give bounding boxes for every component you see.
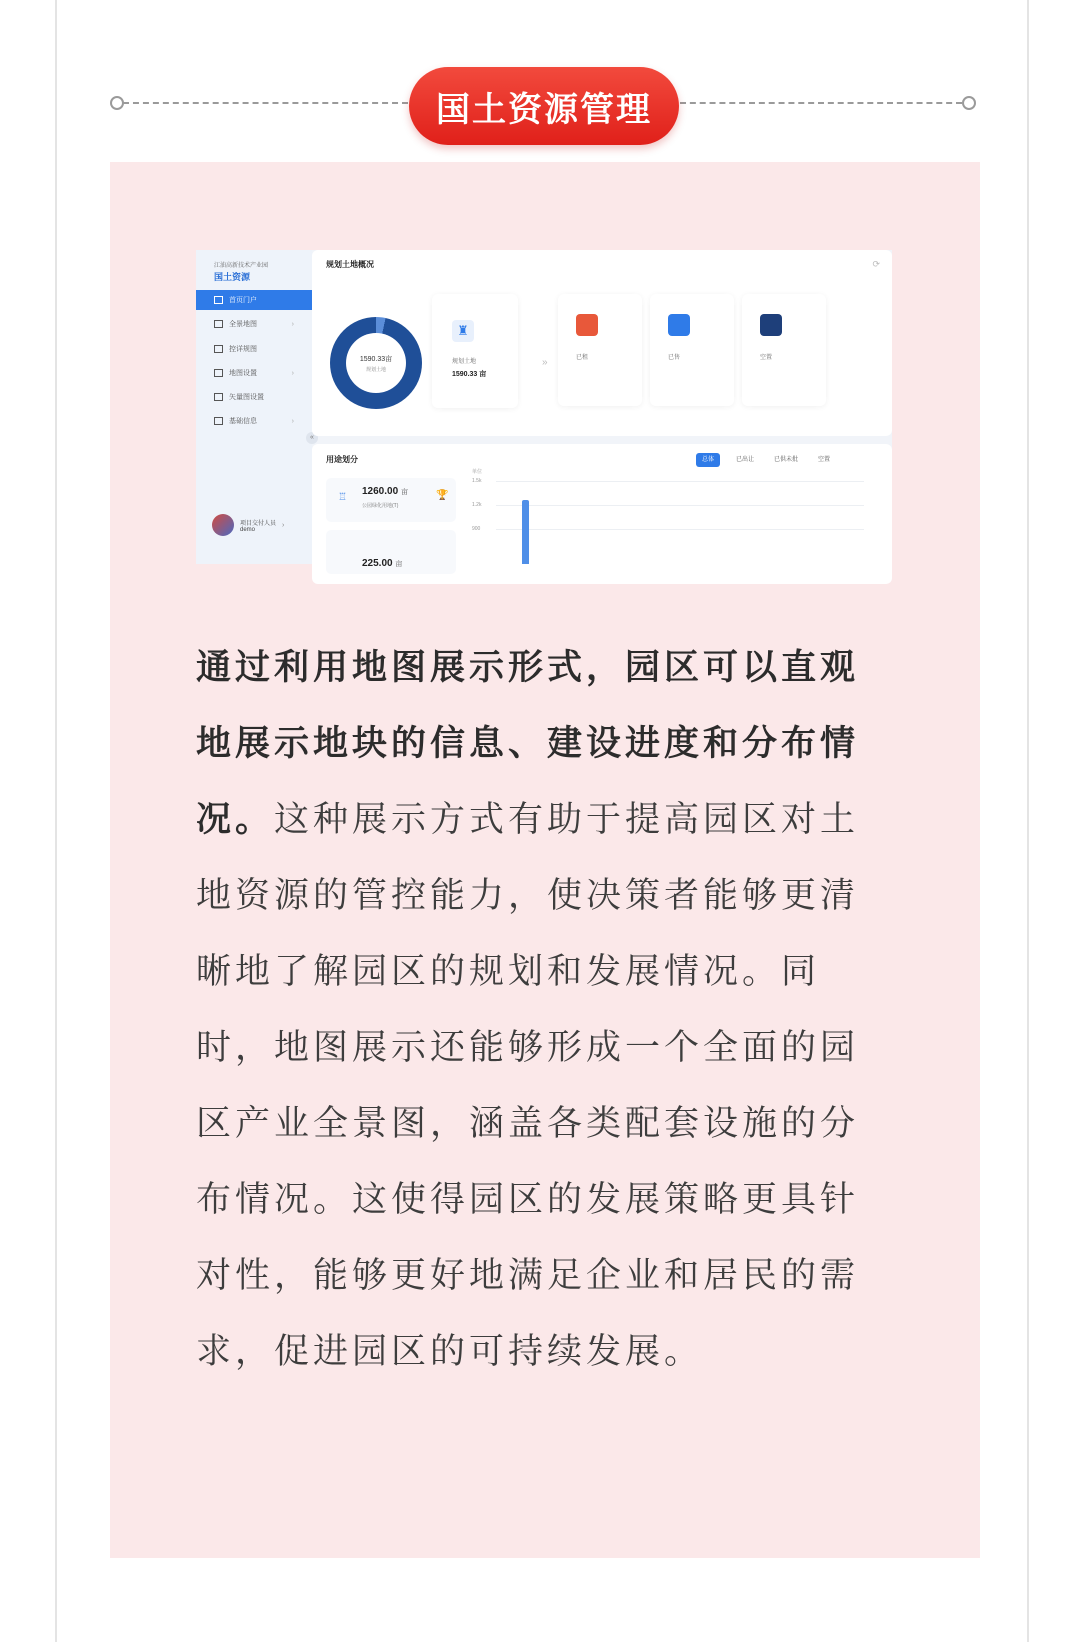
paragraph-line [196, 1238, 886, 1314]
sidebar-item-label: 控详规图 [229, 346, 257, 353]
normal-text: 求，促进园区的可持续发展。 [196, 1332, 704, 1372]
usage-title: 用途划分 [326, 455, 358, 464]
paragraph-line [196, 1010, 886, 1086]
tab-overall[interactable]: 总体 [696, 453, 720, 467]
tab-supplied-unapproved[interactable]: 已供未批 [774, 457, 799, 463]
normal-text: 对性，能够更好地满足企业和居民的需 [196, 1256, 860, 1296]
chevron-right-icon: › [291, 320, 294, 328]
org-name: 江油高新技术产业园 [214, 263, 269, 269]
avatar [212, 514, 234, 536]
calendar-icon [576, 314, 598, 336]
sidebar-item-label: 基础信息 [229, 418, 257, 425]
planned-land-value: 1590.33 亩 [452, 371, 487, 378]
usage-label: 公园绿化用地(T) [362, 503, 399, 509]
y-tick-label: 1.5k [472, 478, 482, 484]
sidebar-item-label: 全景地图 [229, 321, 257, 328]
map-settings-icon [214, 369, 223, 377]
status-card-rented[interactable] [558, 294, 642, 406]
y-tick-label: 900 [472, 526, 481, 532]
document-icon [214, 345, 223, 353]
status-label: 空置 [760, 355, 773, 361]
normal-text: 这种展示方式有助于提高园区对土 [274, 800, 860, 840]
normal-text: 时，地图展示还能够形成一个全面的园 [196, 1028, 860, 1068]
section-title: 国土资源管理 [409, 67, 679, 145]
right-dashed-divider [680, 102, 962, 104]
crane-icon: ♖ [338, 492, 347, 503]
grid-line [496, 505, 864, 506]
sidebar-item-panorama-map[interactable] [196, 314, 312, 334]
overview-title: 规划土地概况 [326, 260, 374, 269]
right-frame-line [1027, 0, 1029, 1642]
sidebar-item-label: 首页门户 [229, 297, 257, 304]
planned-land-card[interactable] [432, 294, 518, 408]
sidebar-item-label: 地图设置 [229, 370, 257, 377]
sidebar-item-control-plan[interactable] [196, 339, 312, 359]
grid-icon [214, 296, 223, 304]
trophy-icon: 🏆 [436, 490, 449, 501]
usage-number: 1260.00 [362, 486, 399, 497]
user-name: demo [240, 526, 256, 533]
usage-card[interactable] [326, 530, 456, 574]
chevron-right-icon: › [291, 369, 294, 377]
paragraph-line [196, 706, 886, 782]
paragraph-line [196, 934, 886, 1010]
box-icon [760, 314, 782, 336]
donut-label: 规划土地 [365, 366, 386, 373]
user-menu[interactable] [212, 514, 284, 536]
paragraph-line [196, 782, 886, 858]
map-icon [214, 320, 223, 328]
user-role: 项目交付人员 [240, 520, 277, 527]
paragraph-line [196, 1086, 886, 1162]
status-card-vacant[interactable] [742, 294, 826, 406]
sidebar-item-label: 矢量图设置 [229, 394, 264, 401]
normal-text: 区产业全景图，涵盖各类配套设施的分 [196, 1104, 860, 1144]
bold-text: 况。 [196, 800, 275, 840]
sidebar-item-vector-settings[interactable] [196, 387, 312, 407]
status-label: 已租 [576, 355, 589, 361]
land-resource-screenshot [196, 250, 892, 569]
status-card-sold[interactable] [650, 294, 734, 406]
donut-value: 1590.33亩 [359, 355, 393, 363]
bold-text: 地展示地块的信息、建设进度和分布情 [196, 724, 860, 764]
usage-unit: 亩 [400, 489, 408, 496]
sidebar-item-home[interactable] [196, 290, 312, 310]
normal-text: 晰地了解园区的规划和发展情况。同 [196, 952, 821, 992]
grid-line [496, 481, 864, 482]
chart-bar [522, 500, 529, 564]
planned-land-label: 规划土地 [452, 359, 477, 365]
app-title: 国土资源 [214, 272, 251, 282]
paragraph-line [196, 1162, 886, 1238]
sidebar-item-basic-info[interactable] [196, 411, 312, 431]
paragraph-line [196, 1314, 886, 1390]
person-pin-icon: ♜ [452, 320, 474, 342]
usage-chart [466, 466, 876, 564]
user-icon [668, 314, 690, 336]
paragraph-line [196, 858, 886, 934]
normal-text: 地资源的管控能力，使决策者能够更清 [196, 876, 860, 916]
table-icon [214, 417, 223, 425]
status-label: 已售 [668, 355, 681, 361]
chevron-icon: » [542, 357, 548, 368]
left-dot [110, 96, 124, 110]
left-frame-line [55, 0, 57, 1642]
description-paragraph [196, 630, 886, 1390]
usage-value [362, 486, 408, 497]
tab-vacant[interactable]: 空置 [818, 457, 831, 463]
bold-text: 通过利用地图展示形式，园区可以直观 [196, 648, 860, 688]
right-dot [962, 96, 976, 110]
y-tick-label: 1.2k [472, 502, 482, 508]
usage-number: 225.00 [362, 558, 393, 569]
usage-card[interactable] [326, 478, 456, 522]
tab-transferred[interactable]: 已出让 [736, 457, 755, 463]
usage-value [362, 558, 402, 569]
sidebar-item-map-settings[interactable] [196, 363, 312, 383]
normal-text: 布情况。这使得园区的发展策略更具针 [196, 1180, 860, 1220]
left-dashed-divider [123, 102, 408, 104]
grid-line [496, 529, 864, 530]
chevron-right-icon: › [291, 417, 294, 425]
vector-icon [214, 393, 223, 401]
usage-unit: 亩 [395, 561, 403, 568]
paragraph-line [196, 630, 886, 706]
refresh-icon[interactable]: ⟳ [872, 259, 880, 269]
planned-land-donut [330, 317, 422, 409]
sidebar [196, 250, 312, 564]
collapse-sidebar-button[interactable]: « [306, 432, 318, 444]
donut-center [346, 333, 406, 393]
chevron-right-icon: › [282, 521, 285, 529]
y-axis-label: 单位 [472, 469, 483, 475]
